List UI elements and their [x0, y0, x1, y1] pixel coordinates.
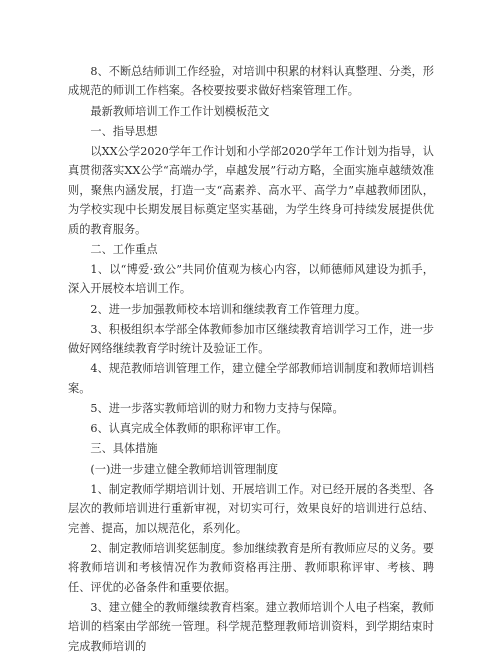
- list-item-focus-3: 3、积极组织本学部全体教师参加市区继续教育培训学习工作，进一步做好网络继续教育学时统计及验证工作。: [68, 322, 434, 356]
- subsection-heading-management: (一)进一步建立健全教师培训管理制度: [90, 462, 279, 476]
- list-item-focus-5: 5、进一步落实教师培训的财力和物力支持与保障。: [90, 402, 344, 416]
- paragraph-8-summary: 8、不断总结师训工作经验，对培训中积累的材料认真整理、分类，形成规范的师训工作档案。各校要按要求做好档案管理工作。: [68, 65, 434, 98]
- paragraph-guiding-thought: 以XX公学2020学年工作计划和小学部2020学年工作计划为指导，认真贯彻落实XX公学“高端办学，卓越发展”行动方略，全面实施卓越绩效准则，聚焦内涵发展，打造一支“高素养、高水平、高学力”卓越教师团队，为学校实现中长期发展目标奠定坚实基础，为学生终身可持续发展提供优质的教育服务。: [68, 145, 434, 236]
- list-item-focus-1: 1、以“博爱·致公”共同价值观为核心内容，以师德师风建设为抓手，深入开展校本培训工作。: [68, 263, 434, 296]
- section-heading-measures: 三、具体措施: [90, 442, 158, 456]
- list-item-focus-2: 2、进一步加强教师校本培训和继续教育工作管理力度。: [90, 302, 367, 316]
- list-item-measure-2: 2、制定教师培训奖惩制度。参加继续教育是所有教师应尽的义务。要将教师培训和考核情况作为教师资格再注册、教师职称评审、考核、聘任、评优的必备条件和重要依据。: [68, 541, 434, 594]
- list-item-measure-1: 1、制定教师学期培训计划、开展培训工作。对已经开展的各类型、各层次的教师培训进行重新审视，对切实可行，效果良好的培训进行总结、完善、提高，加以规范化，系列化。: [68, 482, 434, 535]
- section-heading-work-focus: 二、工作重点: [90, 242, 158, 256]
- document-title: 最新教师培训工作工作计划模板范文: [90, 104, 270, 118]
- list-item-measure-3: 3、建立健全的教师继续教育档案。建立教师培训个人电子档案，教师培训的档案由学部统一管理。科学规范整理教师培训资料，到学期结束时完成教师培训的: [68, 600, 434, 653]
- list-item-focus-6: 6、认真完成全体教师的职称评审工作。: [90, 422, 288, 436]
- section-heading-guiding-thought: 一、指导思想: [90, 124, 158, 138]
- list-item-focus-4: 4、规范教师培训管理工作，建立健全学部教师培训制度和教师培训档案。: [68, 362, 434, 395]
